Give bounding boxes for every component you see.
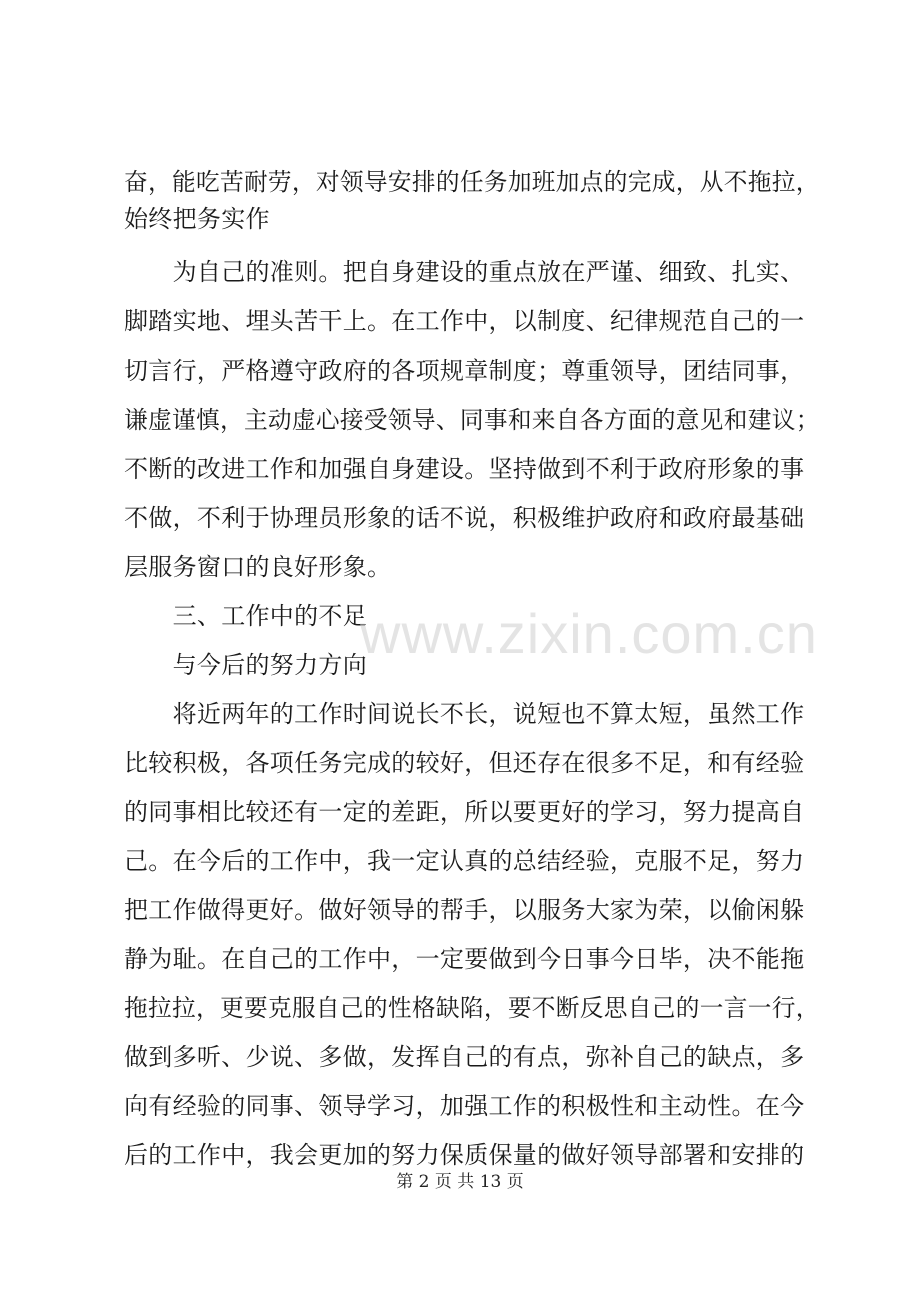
page-number-footer: 第 2 页 共 13 页: [396, 1172, 524, 1192]
body-line-7: 不断的改进工作和加强自身建设。坚持做到不利于政府形象的事: [124, 455, 805, 483]
body-line-8: 不做，不利于协理员形象的话不说，积极维护政府和政府最基础: [124, 504, 805, 532]
body-line-16: 把工作做得更好。做好领导的帮手，以服务大家为荣，以偷闲躲: [124, 896, 805, 924]
body-line-15: 己。在今后的工作中，我一定认真的总结经验，克服不足，努力: [124, 847, 805, 875]
watermark: www.zixin.com.cn: [360, 602, 818, 665]
body-line-19: 做到多听、少说、多做，发挥自己的有点，弥补自己的缺点，多: [124, 1043, 805, 1071]
body-line-4: 脚踏实地、埋头苦干上。在工作中，以制度、纪律规范自己的一: [124, 307, 805, 335]
body-line-1: 奋，能吃苦耐劳，对领导安排的任务加班加点的完成，从不拖拉，: [124, 168, 820, 196]
body-line-13: 比较积极，各项任务完成的较好，但还存在很多不足，和有经验: [124, 749, 805, 777]
section-heading-continued: 与今后的努力方向: [124, 651, 367, 679]
body-line-12: 将近两年的工作时间说长不长，说短也不算太短，虽然工作: [124, 700, 805, 728]
body-line-14: 的同事相比较还有一定的差距，所以要更好的学习，努力提高自: [124, 798, 805, 826]
body-line-6: 谦虚谨慎，主动虚心接受领导、同事和来自各方面的意见和建议；: [124, 406, 820, 434]
body-line-20: 向有经验的同事、领导学习，加强工作的积极性和主动性。在今: [124, 1092, 805, 1120]
body-line-18: 拖拉拉，更要克服自己的性格缺陷，要不断反思自己的一言一行，: [124, 994, 820, 1022]
body-line-9: 层服务窗口的良好形象。: [124, 553, 392, 581]
body-line-5: 切言行，严格遵守政府的各项规章制度；尊重领导，团结同事，: [124, 357, 805, 385]
section-heading: 三、工作中的不足: [124, 602, 367, 630]
body-line-17: 静为耻。在自己的工作中，一定要做到今日事今日毕，决不能拖: [124, 945, 805, 973]
body-line-21: 后的工作中，我会更加的努力保质保量的做好领导部署和安排的: [124, 1141, 805, 1169]
body-line-2: 始终把务实作: [124, 205, 270, 233]
body-line-3: 为自己的准则。把自身建设的重点放在严谨、细致、扎实、: [124, 258, 805, 286]
